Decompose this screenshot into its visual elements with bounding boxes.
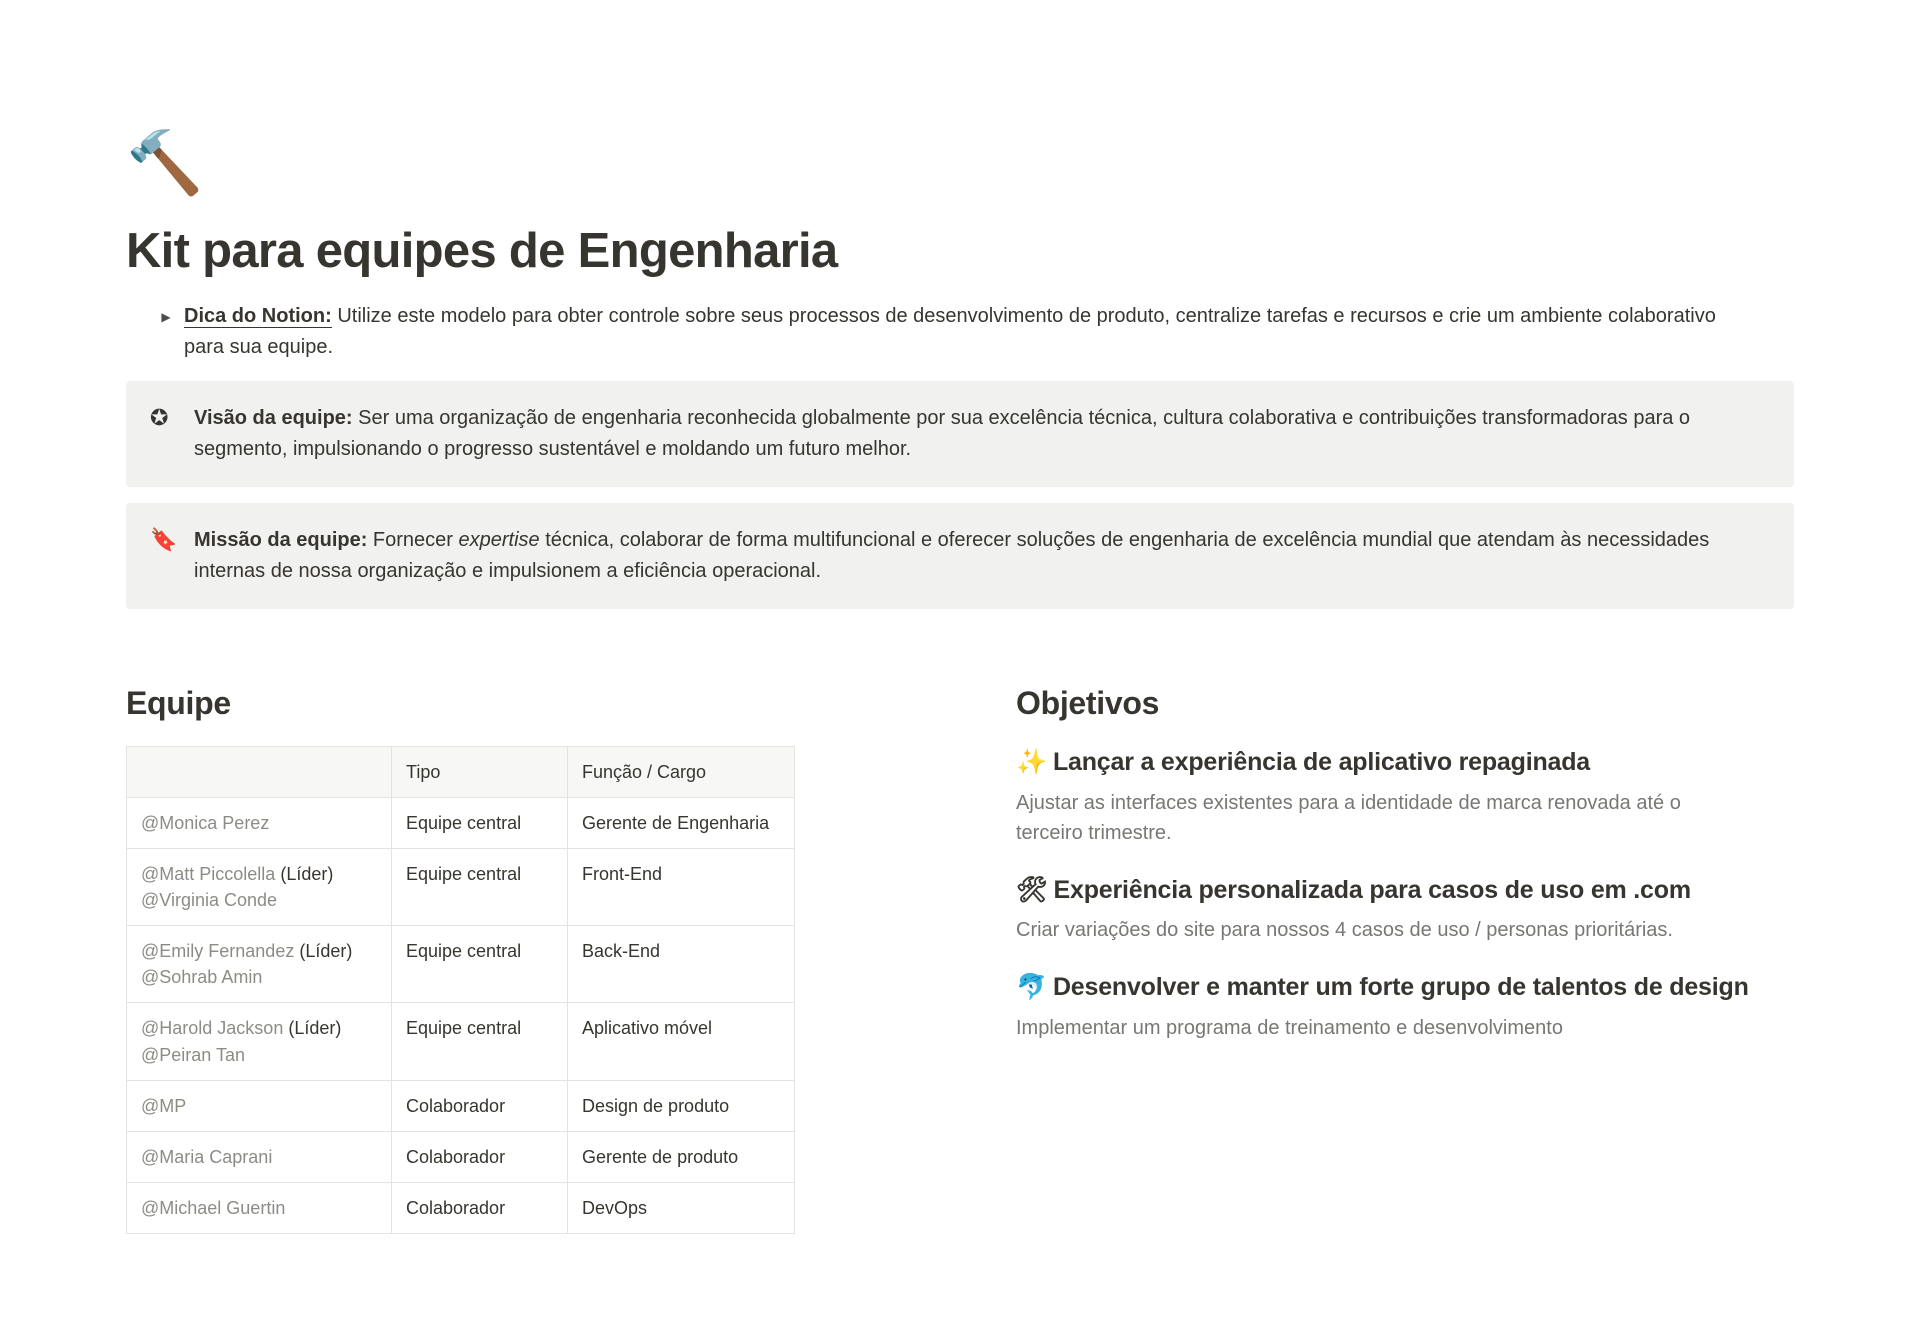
column-header-people[interactable] [127,746,392,797]
callout-team-mission-body-before: Fornecer [367,528,459,551]
notion-tip-toggle[interactable] [126,301,1794,363]
cell-type[interactable]: Colaborador [392,1131,568,1182]
objective-title-text: Desenvolver e manter um forte grupo de talentos de design [1052,973,1749,1002]
dolphin-emoji: 🐬 [1016,973,1047,1002]
objective-item [1016,746,1794,848]
lead-tag: (Líder) [275,864,334,885]
objective-item [1016,874,1794,946]
objective-description: Criar variações do site para nossos 4 casos de uso / personas prioritárias. [1016,919,1673,942]
cell-people[interactable] [127,1080,392,1131]
person-mention[interactable]: @MP [141,1095,187,1116]
objective-description: Implementar um programa de treinamento e desenvolvimento [1016,1017,1563,1040]
document-page [0,125,1920,1324]
objective-title [1016,874,1794,908]
table-row[interactable] [127,1131,795,1182]
star-badge-icon: ✪ [150,404,169,430]
table-row[interactable] [127,797,795,848]
person-mention[interactable]: @Harold Jackson [141,1018,284,1039]
callout-team-vision-label: Visão da equipe: [194,406,353,429]
cell-role[interactable]: Gerente de Engenharia [568,797,795,848]
cell-role[interactable]: Design de produto [568,1080,795,1131]
objectives-column [916,685,1794,1234]
callout-team-mission-emphasis: expertise [458,528,540,551]
cell-role[interactable]: DevOps [568,1182,795,1233]
cell-type[interactable]: Equipe central [392,797,568,848]
column-header-role[interactable]: Função / Cargo [568,746,795,797]
person-mention[interactable]: @Michael Guertin [141,1197,286,1218]
person-mention[interactable]: @Emily Fernandez [141,941,295,962]
callout-team-mission-text [194,525,1770,587]
notion-tip-label: Dica do Notion: [184,304,332,327]
callout-team-vision-body: Ser uma organização de engenharia reconhecida globalmente por sua excelência técnica, cultura colaborativa e contribuições transformadoras para o segmento, impulsionando o progresso sustentável e moldando um futuro melhor. [194,406,1691,460]
section-spacer [126,625,1794,685]
cell-role[interactable]: Gerente de produto [568,1131,795,1182]
table-row[interactable] [127,926,795,1003]
objectives-heading: Objetivos [1016,684,1160,721]
cell-type[interactable]: Equipe central [392,1003,568,1080]
lead-tag: (Líder) [283,1018,342,1039]
bookmark-icon: 🔖 [150,526,178,552]
team-table [126,746,795,1234]
cell-role[interactable]: Front-End [568,849,795,926]
notion-tip-body: Utilize este modelo para obter controle sobre seus processos de desenvolvimento de produto, centralize tarefas e recursos e crie um ambiente colaborativo para sua equipe. [184,304,1716,358]
person-mention[interactable]: @Peiran Tan [141,1044,246,1065]
cell-people[interactable] [127,926,392,1003]
callout-team-mission-body-after: técnica, colaborar de forma multifuncional e oferecer soluções de engenharia de excelência mundial que atendam às necessidades internas de nossa organização e impulsionem a eficiência operacional. [194,528,1710,582]
callout-team-vision [126,381,1794,487]
callout-team-vision-text [194,403,1770,465]
person-mention[interactable]: @Matt Piccolella [141,864,276,885]
objective-title [1016,971,1794,1005]
chevron-right-icon[interactable]: ▶ [161,309,171,324]
cell-role[interactable]: Back-End [568,926,795,1003]
person-mention[interactable]: @Sohrab Amin [141,967,263,988]
cell-type[interactable]: Colaborador [392,1080,568,1131]
person-mention[interactable]: @Maria Caprani [141,1146,273,1167]
two-column-layout [126,685,1794,1234]
hammer-emoji[interactable]: 🔨 [126,129,204,198]
document-content [0,125,1920,1234]
callout-team-mission [126,503,1794,609]
cell-type[interactable]: Equipe central [392,926,568,1003]
objective-description: Ajustar as interfaces existentes para a identidade de marca renovada até o terceiro trimestre. [1016,791,1681,844]
person-mention[interactable]: @Virginia Conde [141,890,278,911]
team-heading: Equipe [126,684,231,721]
objective-title [1016,746,1794,780]
objective-title-text: Experiência personalizada para casos de uso em .com [1053,875,1691,904]
person-mention[interactable]: @Monica Perez [141,812,270,833]
cell-people[interactable] [127,849,392,926]
team-column [126,685,916,1234]
table-header-row [127,746,795,797]
notion-tip-text [184,301,1754,363]
table-row[interactable] [127,1182,795,1233]
cell-type[interactable]: Colaborador [392,1182,568,1233]
lead-tag: (Líder) [294,941,353,962]
objective-title-text: Lançar a experiência de aplicativo repaginada [1052,747,1591,776]
cell-people[interactable] [127,1131,392,1182]
table-row[interactable] [127,1003,795,1080]
sparkles-emoji: ✨ [1016,747,1047,776]
page-title: Kit para equipes de Engenharia [126,224,838,278]
cell-people[interactable] [127,1182,392,1233]
table-row[interactable] [127,1080,795,1131]
cell-people[interactable] [127,1003,392,1080]
cell-role[interactable]: Aplicativo móvel [568,1003,795,1080]
cell-type[interactable]: Equipe central [392,849,568,926]
objective-item [1016,971,1794,1043]
table-row[interactable] [127,849,795,926]
column-header-type[interactable]: Tipo [392,746,568,797]
hammer-and-wrench-emoji: 🛠 [1016,875,1048,904]
callout-team-mission-label: Missão da equipe: [194,528,368,551]
cell-people[interactable] [127,797,392,848]
